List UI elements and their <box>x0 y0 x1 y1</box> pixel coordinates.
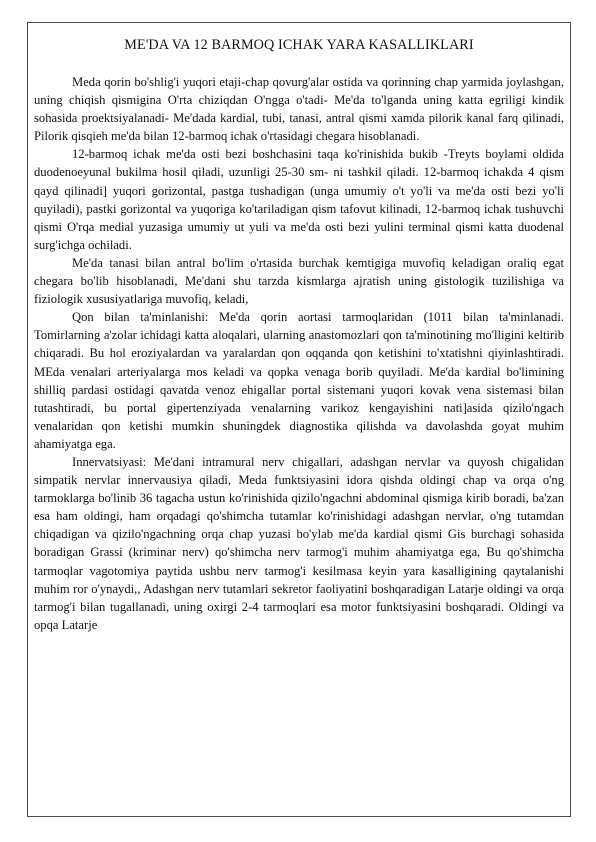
paragraph-stomach-divisions: Me'da tanasi bilan antral bo'lim o'rtasida burchak kemtigiga muvofiq keladigan oraliq egat chegara bo'lib hisoblanadi, Me'dani shu tarzda kismlarga ajratish uning gistologik tuzilishiga va fiziologik xususiyatlariga muvofiq, keladi, <box>34 255 564 307</box>
paragraph-duodenum-anatomy: 12-barmoq ichak me'da osti bezi boshchasini taqa ko'rinishida bukib -Treyts boylami oldida duodenoeyunal bukilma hosil qiladi, uzunligi 25-30 sm- ni tashkil qiladi. 12-barmoq ichakda 4 qism qayd qilinadi] yuqori gorizontal, pastga tushadigan (unga umumiy o't yo'li va me'da osti bezi yo'li quyiladi), pastki gorizontal va yuqoriga ko'tariladigan qism tafovut kilinadi, 12-barmoq ichak tushuvchi qismi O'rqa medial yuzasiga umumiy ut yuli va me'da osti bezi yulini terminal qismi katta duodenal surg'ichga ochiladi. <box>34 147 564 252</box>
paragraph-innervation: Innervatsiyasi: Me'dani intramural nerv chigallari, adashgan nervlar va quyosh chigalidan simpatik nervlar innervausiya qiladi, Meda funktsiyasini idora qishda oldingi chap va orqa o'ng tarmoklarga bo'linib 36 tagacha ustun ko'rinishida qizilo'ngachni abdominal qismiga kirib boradi, ba'zan esa ham oldingi, ham orqadagi qo'shimcha tutamlar ko'rinishidagi adashgan nervlar, o'ng tutamdan chiqadigan va qizilo'ngachning orqa chap yuzasi bo'ylab me'da kardial qismi Gis burchagi sohasida boradigan Grassi (kriminar nerv) qo'shimcha nerv tarmog'i muhim ahamiyatga ega, Bu qo'shimcha tarmoqlar vagotomiya paytida ushbu nerv tarmog'i kesilmasa keyin yara kasalligining qaytalanishi muhim ror o'ynaydi,, Adashgan nerv tutamlari sekretor faoliyatini boshqaradigan Latarje oldingi va orqa tarmog'i bilan tugallanadi, uning oxirgi 2-4 tarmoqlari esa motor funktsiyasini boshqaradi. Oldingi va opqa Latarje <box>34 454 564 632</box>
paragraph-stomach-anatomy: Meda qorin bo'shlig'i yuqori etaji-chap qovurg'alar ostida va qorinning chap yarmida joylashgan, uning chiqish qismigina O'rta chiziqdan O'ngga o'tadi- Me'da to'lganda uning katta egriligi kindik sohasida proektsiyalanadi- Me'dada kardial, tubi, tanasi, antral qismi xamda pilorik kanal farq qilinadi, Pilorik qisqieh me'da bilan 12-barmoq ichak o'rtasidagi chegara hisoblanadi. <box>34 75 564 144</box>
document-body <box>34 36 564 634</box>
paragraph-blood-supply: Qon bilan ta'minlanishi: Me'da qorin aortasi tarmoqlaridan (1011 bilan ta'minlanadi. Tomirlarning a'zolar ichidagi katta aloqalari, ularning anastomozlari qon ta'minotining mo'lligini keltirib chiqaradi. Bu hol eroziyalardan va yaralardan qon oqqanda qon ketishini to'xtatishni qiyinlashtiradi. MEda venalari arteriyalarga mos keladi va qopka venaga borib quyiladi. Me'da kardial bo'limining shilliq pardasi ostidagi qavatda venoz ehigallar portal sistemani yuqori kovak vena sistemasi bilan tutashtiradi, bu portal gipertenziyada venalarning varikoz kengayishini nati]asida qizilo'ngach venalaridan qon ketishi mumkin shuningdek diagnostika qilishda va davolashda goyat muhim ahamiyatga ega. <box>34 310 564 451</box>
document-title: ME'DA VA 12 BARMOQ ICHAK YARA KASALLIKLARI <box>124 37 474 53</box>
